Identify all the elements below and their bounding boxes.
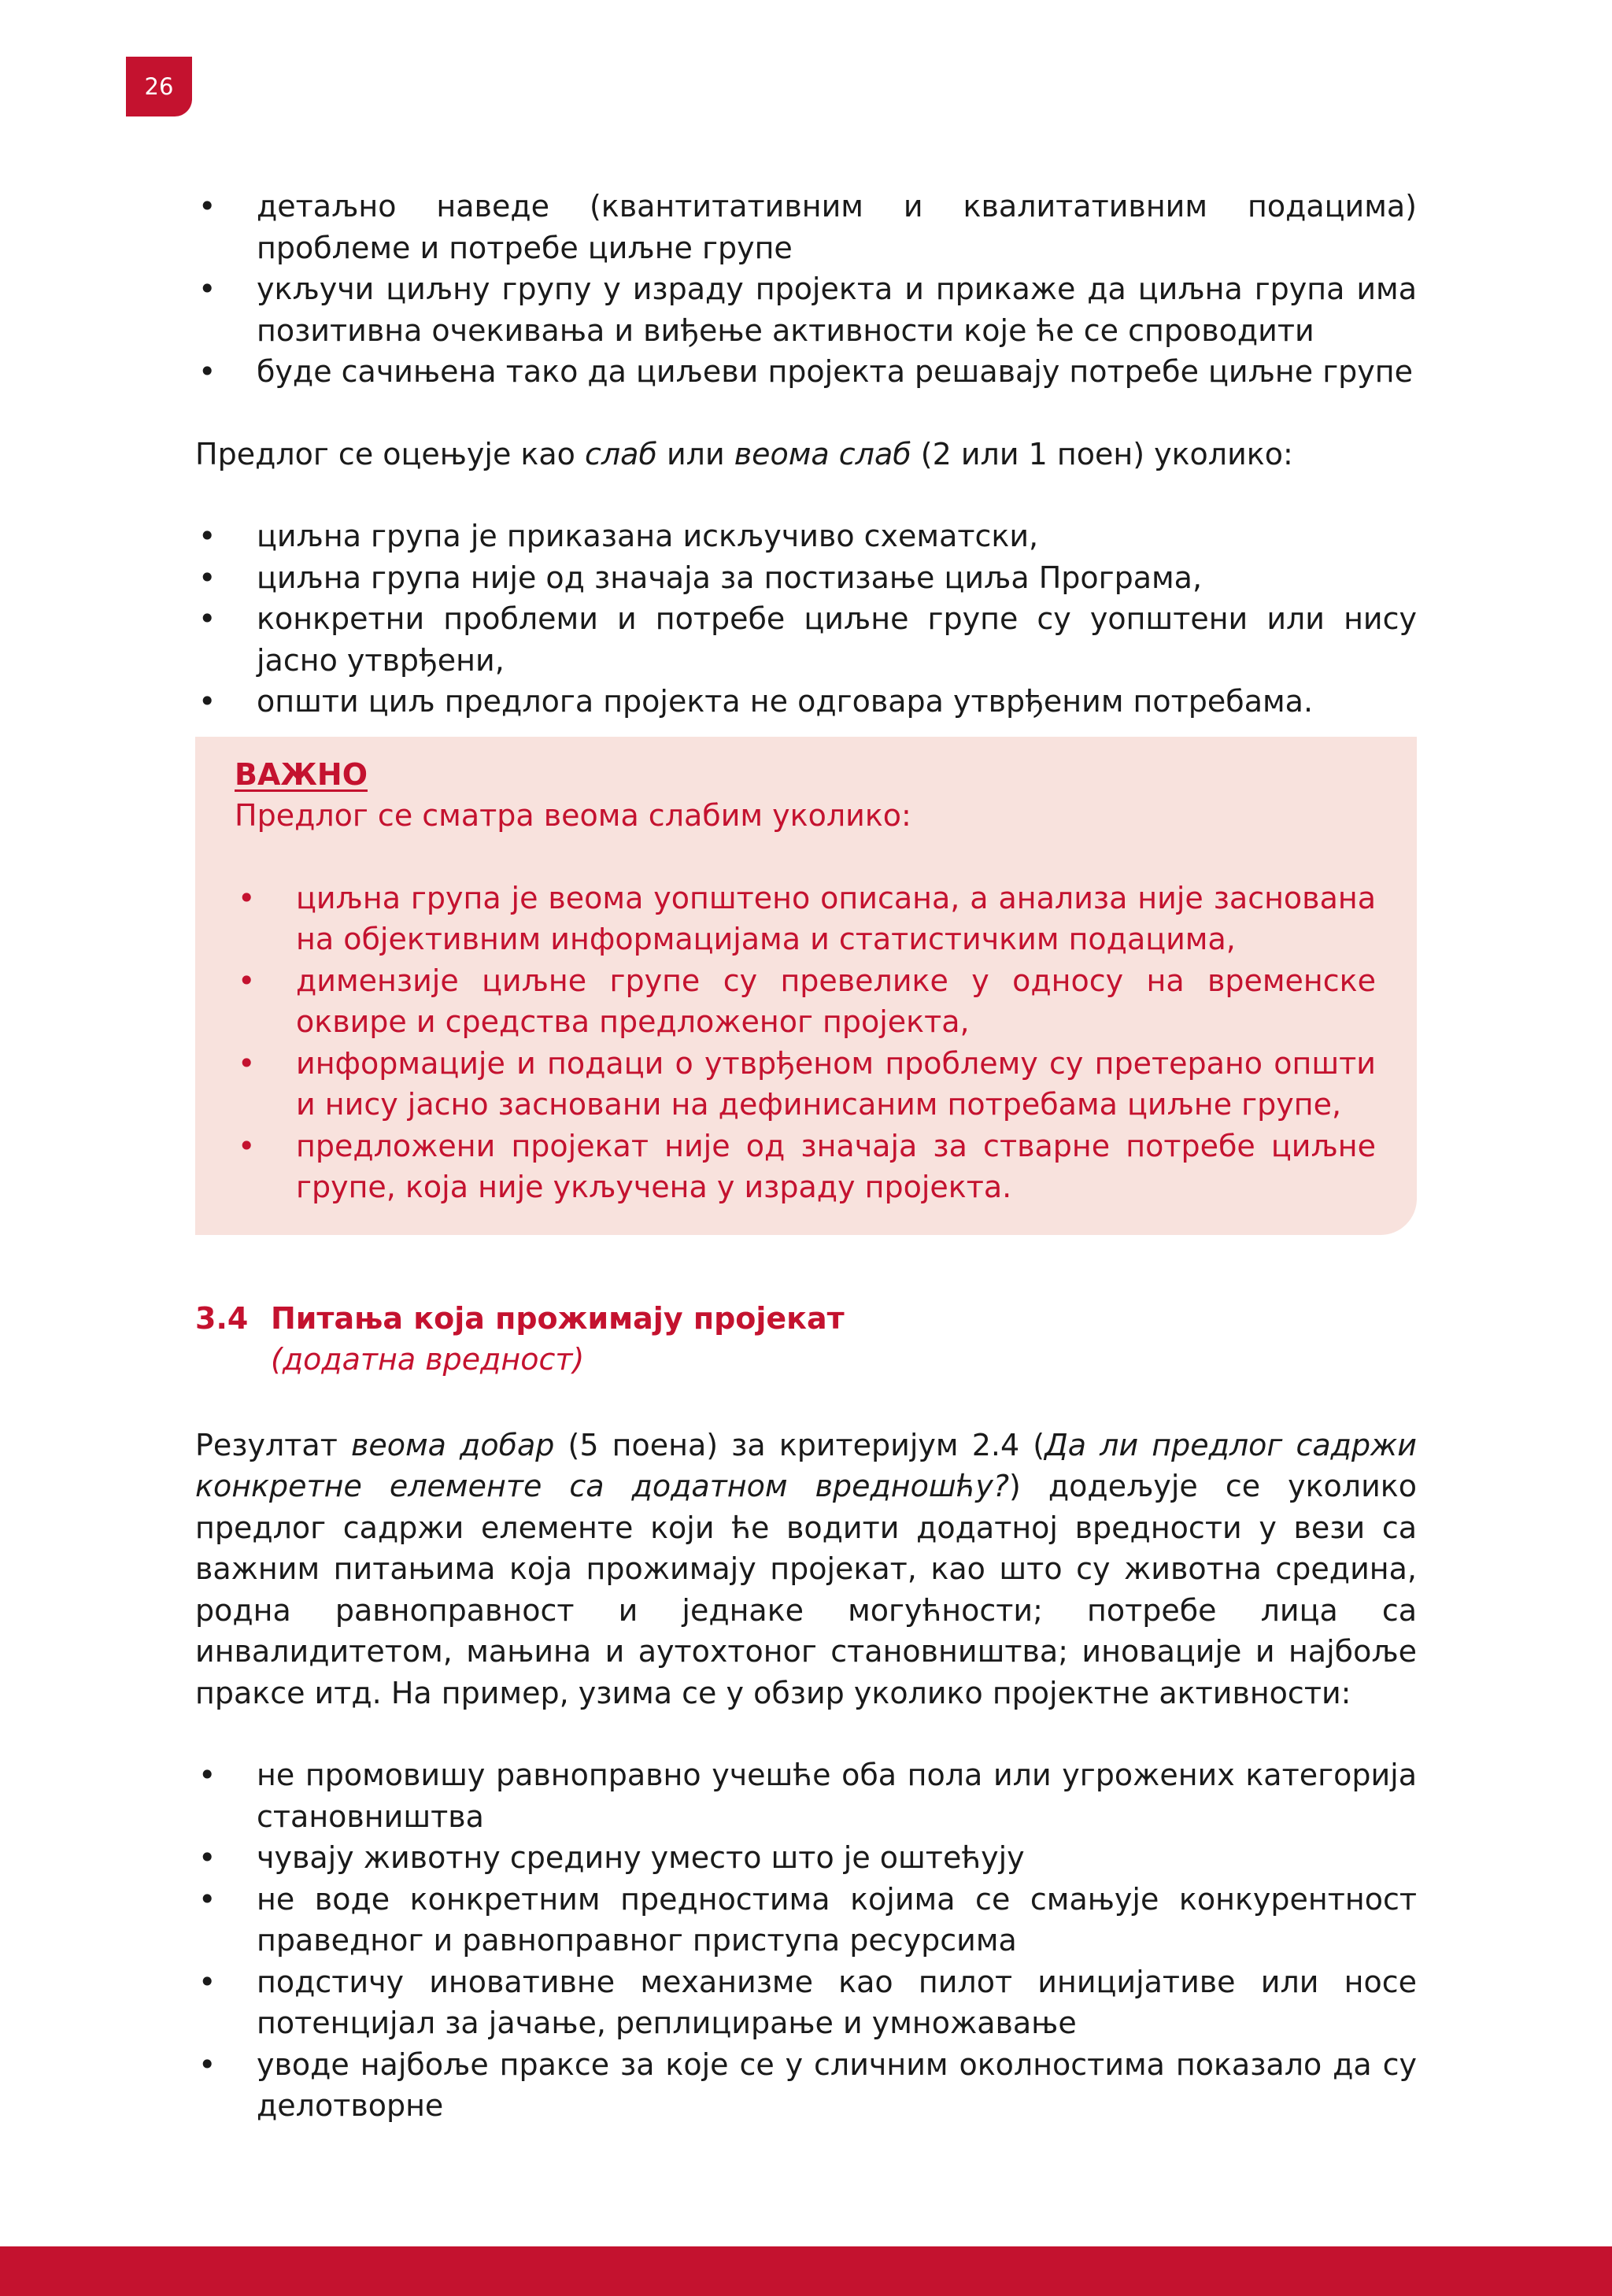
list-item: • предложени пројекат није од значаја за стварне потребе циљне групе, која није укључена у израду пројекта. (235, 1126, 1376, 1208)
important-intro: Предлог се сматра веома слабим уколико: (235, 798, 911, 833)
weak-paragraph: Предлог се оцењује као слаб или веома слаб (2 или 1 поен) уколико: (195, 436, 1293, 471)
list-item: • конкретни проблеми и потребе циљне групе су уопштени или нису јасно утврђени, (195, 598, 1417, 681)
final-bullet-list (195, 1754, 1417, 2127)
list-item: • циљна група није од значаја за постизање циља Програма, (195, 557, 1417, 599)
important-box (195, 737, 1417, 1235)
list-item: • буде сачињена тако да циљеви пројекта решавају потребе циљне групе (195, 351, 1417, 393)
list-item: • укључи циљну групу у израду пројекта и прикаже да циљна група има позитивна очекивања и виђење активности које ће се спроводити (195, 268, 1417, 351)
top-bullet-list (195, 186, 1417, 393)
list-item: • подстичу иновативне механизме као пилот иницијативе или носе потенцијал за јачање, реплицирање и умножавање (195, 1961, 1417, 2044)
page-content (195, 186, 1417, 2127)
list-item: • општи циљ предлога пројекта не одговара утврђеним потребама. (195, 681, 1417, 723)
section-subtitle: (додатна вредност) (271, 1342, 585, 1377)
weak-bullet-list (195, 516, 1417, 723)
section-number: 3.4 (195, 1300, 249, 1336)
result-paragraph: Резултат веома добар (5 поена) за критеријум 2.4 (Да ли предлог садржи конкретне елементе са додатном вредношћу?) додељује се уколико предлог садржи елементе који ће водити додатној вредности у вези са важним питањима која прожимају пројекат, као што су животна средина, родна равноправност и једнаке могућности; потребе лица са инвалидитетом, мањина и аутохтоног становништва; иновације и најбоље праксе итд. На пример, узима се у обзир уколико пројектне активности: (195, 1427, 1417, 1710)
important-bullet-list (235, 878, 1376, 1208)
list-item: • не промовишу равноправно учешће оба пола или угрожених категорија становништва (195, 1754, 1417, 1837)
list-item: • детаљно наведе (квантитативним и квалитативним подацима) проблеме и потребе циљне групе (195, 186, 1417, 268)
list-item: • не воде конкретним предностима којима се смањује конкурентност праведног и равноправног приступа ресурсима (195, 1879, 1417, 1961)
list-item: • димензије циљне групе су превелике у односу на временске оквире и средства предложеног пројекта, (235, 960, 1376, 1043)
section-heading (195, 1298, 1417, 1381)
footer-band (0, 2246, 1612, 2296)
list-item: • циљна група је приказана искључиво схематски, (195, 516, 1417, 557)
list-item: • чувају животну средину уместо што је оштећују (195, 1837, 1417, 1879)
important-title: ВАЖНО (235, 756, 368, 792)
section-title: Питања која прожимају пројекат (271, 1300, 845, 1336)
list-item: • информације и подаци о утврђеном проблему су претерано општи и нису јасно засновани на дефинисаним потребама циљне групе, (235, 1043, 1376, 1126)
list-item: • циљна група је веома уопштено описана, а анализа није заснована на објективним информацијама и статистичким подацима, (235, 878, 1376, 960)
list-item: • уводе најбоље праксе за које се у сличним околностима показало да су делотворне (195, 2044, 1417, 2127)
page-number: 26 (126, 57, 192, 116)
